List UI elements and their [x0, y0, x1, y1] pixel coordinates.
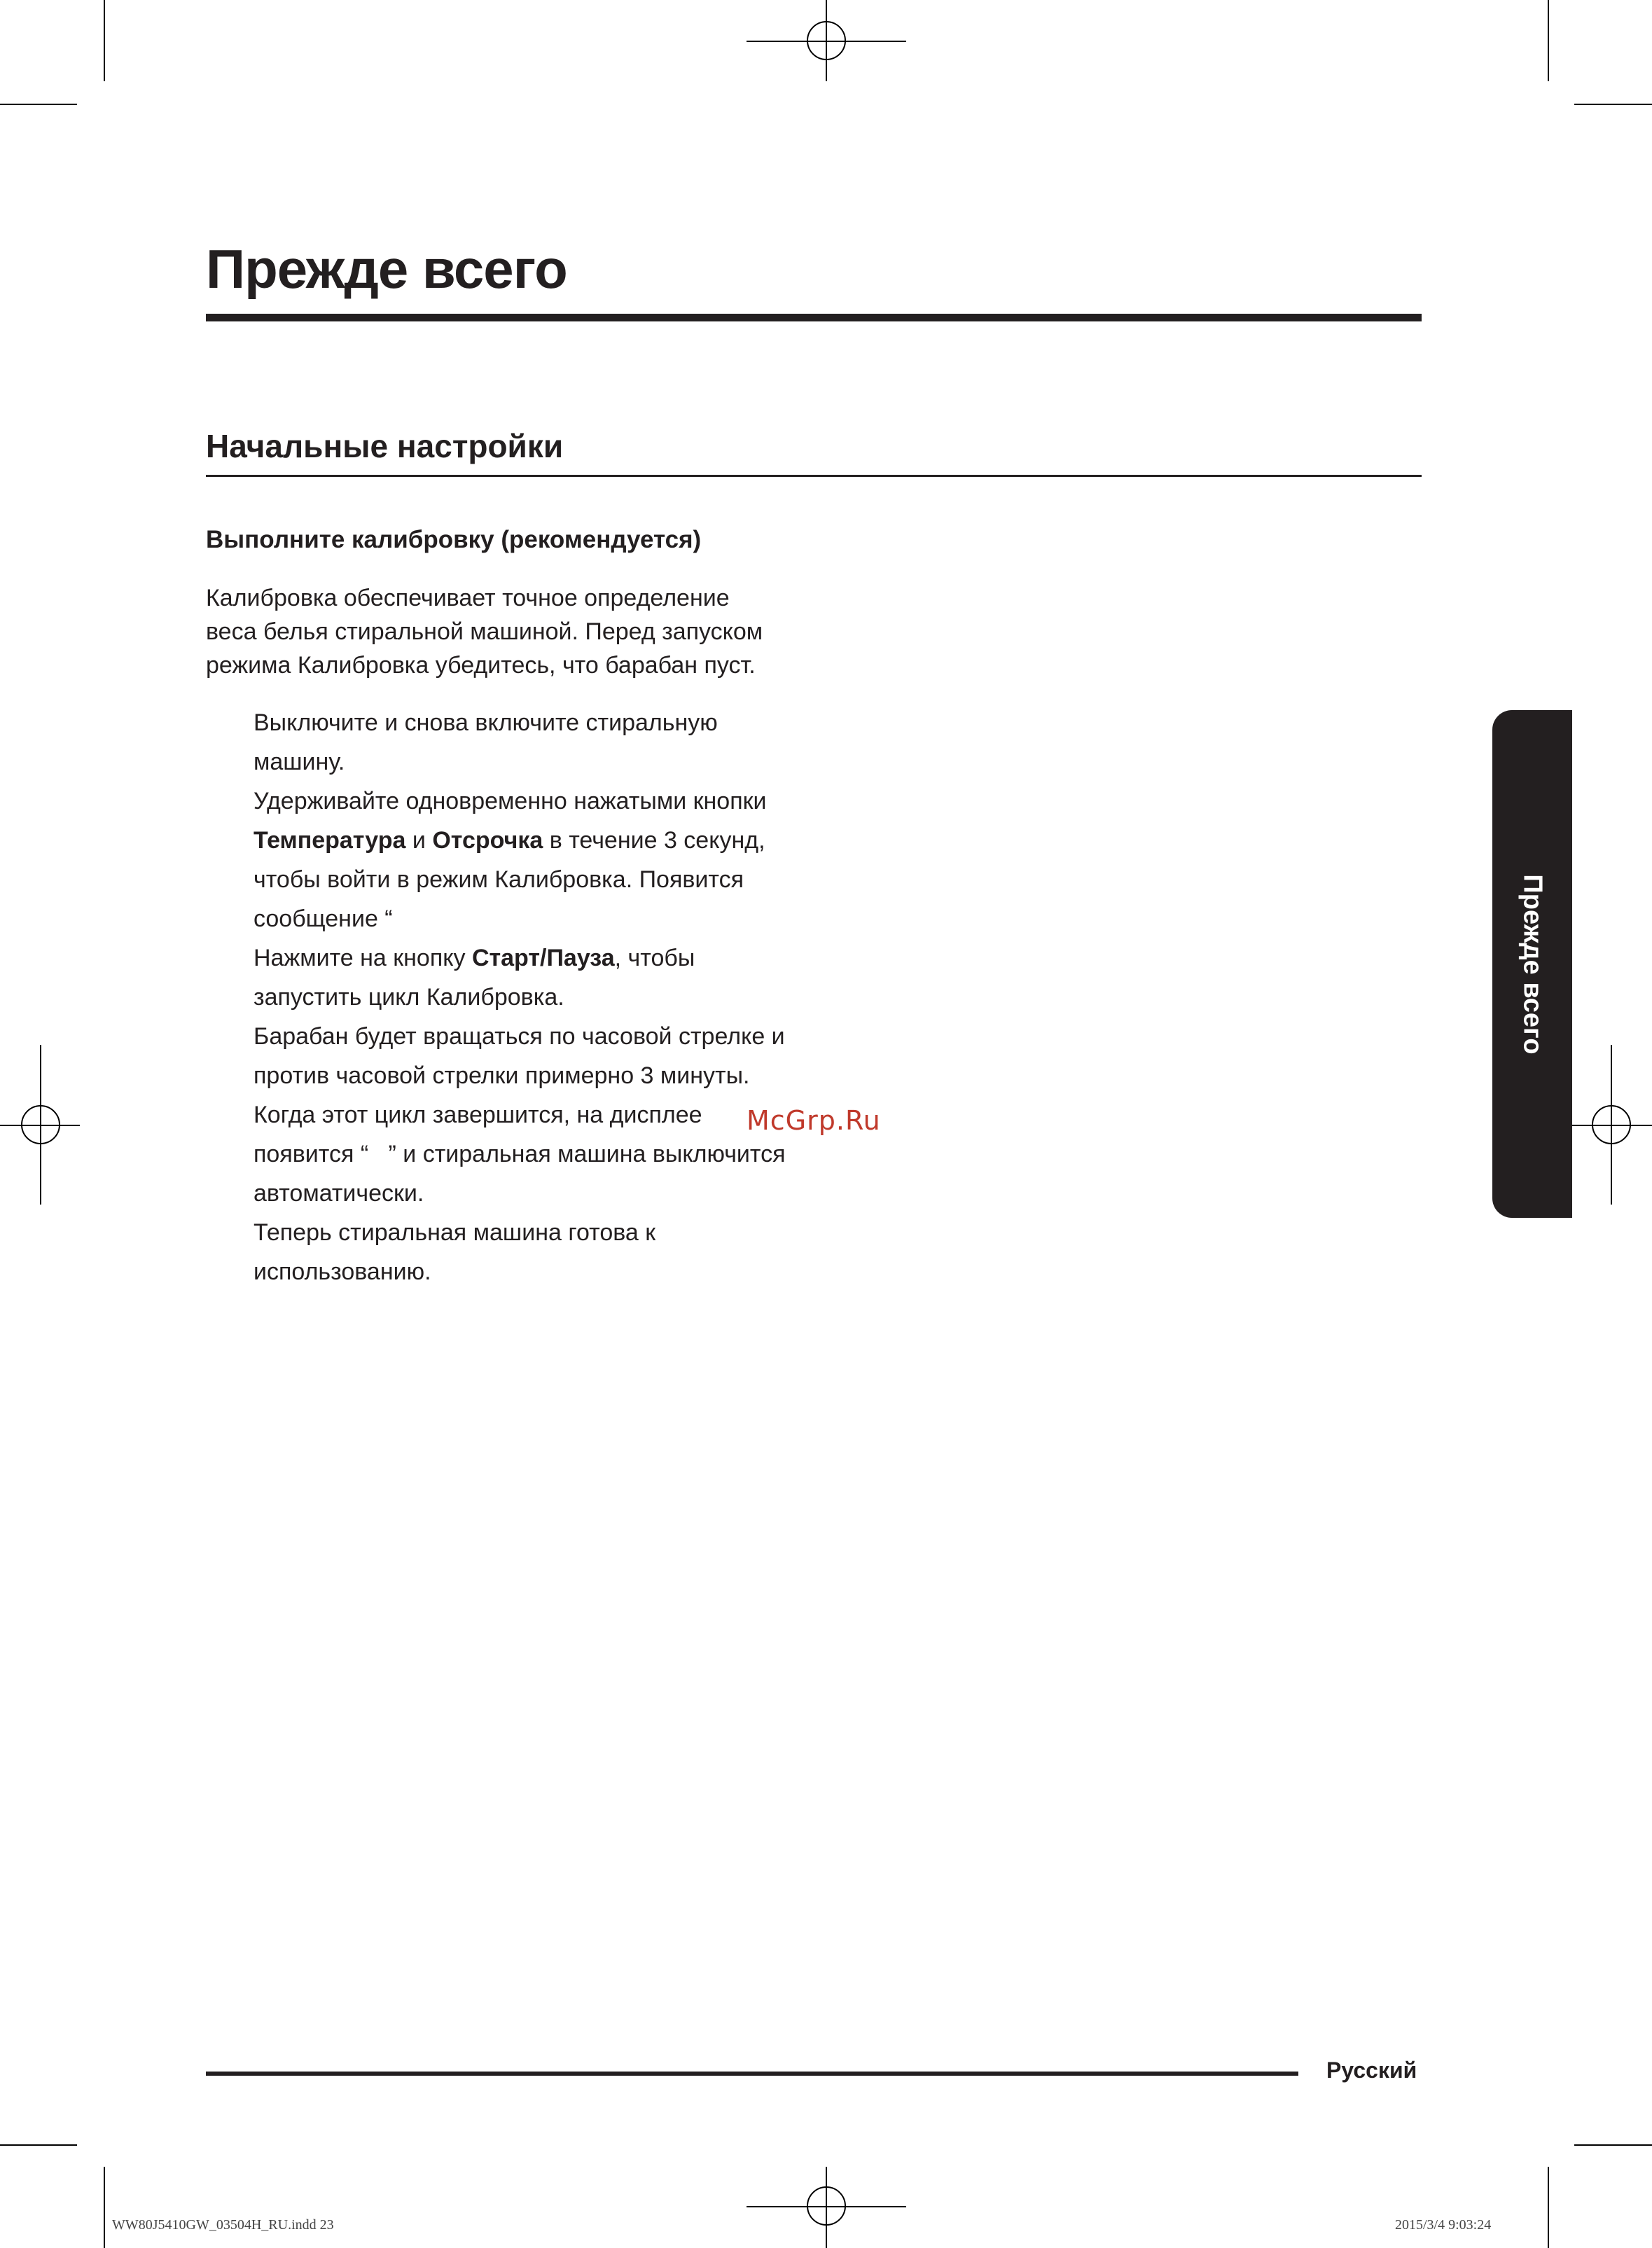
list-item: Нажмите на кнопку Старт/Пауза, чтобы запустить цикл Калибровка. — [254, 945, 695, 1011]
section-title: Начальные настройки — [206, 428, 564, 464]
steps-list — [254, 703, 828, 1291]
subsection-title: Выполните калибровку (рекомендуется) — [206, 526, 702, 553]
footer-divider — [206, 2072, 1298, 2076]
list-item: Барабан будет вращаться по часовой стрелке и против часовой стрелки примерно 3 минуты. — [254, 1023, 785, 1089]
list-item: Удерживайте одновременно нажатыми кнопки Температура и Отсрочка в течение 3 секунд, чтобы войти в режим Калибровка. Появится сообщение “ — [254, 788, 767, 932]
title-divider — [206, 314, 1422, 321]
footer-language: Русский — [1326, 2058, 1417, 2083]
side-tab-label: Прежде всего — [1518, 873, 1548, 1055]
intro-paragraph — [206, 581, 822, 682]
print-slug-filename: WW80J5410GW_03504H_RU.indd 23 — [112, 2217, 334, 2233]
button-name-temperature: Температура — [254, 827, 406, 854]
chapter-side-tab — [1492, 710, 1572, 1218]
list-item: Теперь стиральная машина готова к использованию. — [254, 1219, 656, 1285]
intro-line: веса белья стиральной машиной. Перед запуском — [206, 618, 763, 645]
section-divider — [206, 475, 1422, 477]
watermark: McGrp.Ru — [747, 1105, 881, 1136]
page-title: Прежде всего — [206, 238, 567, 300]
button-name-delay: Отсрочка — [432, 827, 543, 854]
intro-line: режима Калибровка убедитесь, что барабан пуст. — [206, 652, 756, 679]
print-slug-timestamp: 2015/3/4 9:03:24 — [1395, 2217, 1492, 2233]
list-item: Выключите и снова включите стиральную машину. — [254, 709, 718, 775]
button-name-start-pause: Старт/Пауза — [471, 945, 615, 971]
intro-line: Калибровка обеспечивает точное определение — [206, 585, 730, 611]
list-item: Когда этот цикл завершится, на дисплее появится “ ” и стиральная машина выключится автоматически. — [254, 1102, 786, 1207]
